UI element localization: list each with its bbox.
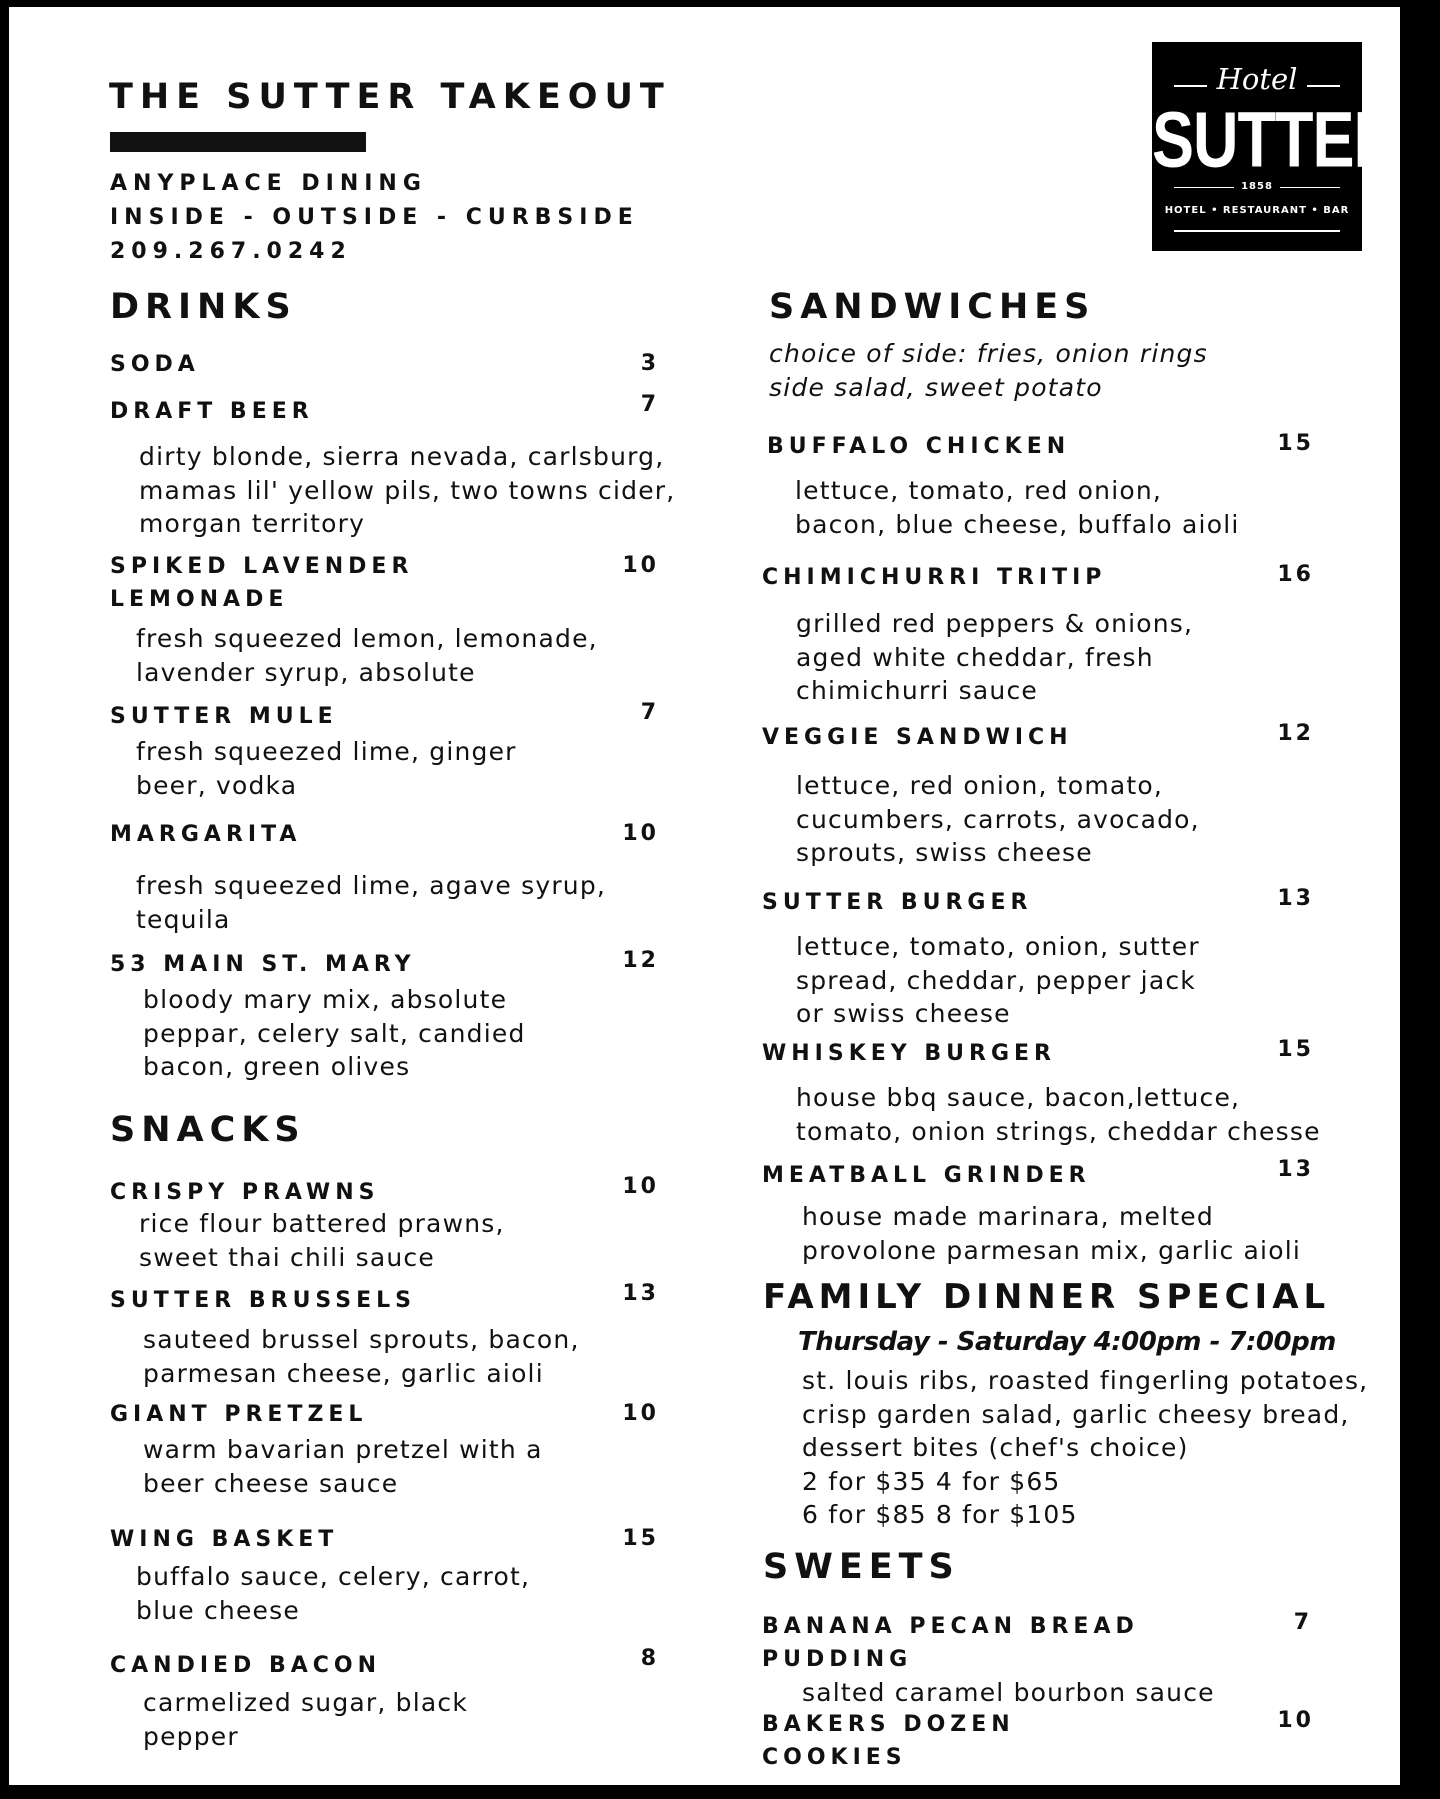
snack-item-desc: rice flour battered prawns, sweet thai chili sauce (139, 1209, 505, 1272)
snack-item-desc: warm bavarian pretzel with a beer cheese sauce (143, 1435, 543, 1498)
snack-item-price: 15 (622, 1526, 659, 1551)
sandwiches-note: choice of side: fries, onion rings side salad, sweet potato (769, 339, 1208, 402)
snack-item-price: 8 (640, 1646, 659, 1671)
sweet-item-name: BAKERS DOZEN COOKIES (762, 1712, 1015, 1770)
snack-item-desc: buffalo sauce, celery, carrot, blue cheese (136, 1562, 531, 1625)
sandwich-item-name: MEATBALL GRINDER (762, 1163, 1091, 1188)
sandwich-item-name: SUTTER BURGER (762, 890, 1033, 915)
drink-item-name: 53 MAIN ST. MARY (110, 952, 416, 977)
drink-item-name: SODA (110, 352, 200, 377)
drink-item-price: 12 (622, 948, 659, 973)
sandwich-item-name: VEGGIE SANDWICH (762, 725, 1073, 750)
sweet-item-name: BANANA PECAN BREAD PUDDING (762, 1614, 1139, 1672)
menu-sheet (9, 7, 1400, 1785)
snack-item-name: SUTTER BRUSSELS (110, 1288, 417, 1313)
snack-item-desc: carmelized sugar, black pepper (143, 1688, 469, 1751)
drink-item-desc: fresh squeezed lime, ginger beer, vodka (136, 737, 517, 800)
sandwich-item-desc: house bbq sauce, bacon,lettuce, tomato, onion strings, cheddar chesse (796, 1083, 1321, 1146)
header-line-phone: 209.267.0242 (110, 239, 352, 264)
snacks-heading: SNACKS (110, 1110, 306, 1150)
logo-tagline: HOTEL • RESTAURANT • BAR (1164, 205, 1350, 216)
drink-item-price: 10 (622, 821, 659, 846)
header-line-options: INSIDE - OUTSIDE - CURBSIDE (110, 205, 639, 230)
sweet-item-price: 10 (1277, 1708, 1314, 1733)
drinks-heading: DRINKS (110, 287, 297, 327)
sandwich-item-price: 12 (1277, 721, 1314, 746)
sandwiches-heading: SANDWICHES (769, 287, 1096, 327)
sandwich-item-price: 13 (1277, 886, 1314, 911)
logo-year: 1858 (1241, 181, 1273, 192)
snack-item-desc: sauteed brussel sprouts, bacon, parmesan cheese, garlic aioli (143, 1325, 580, 1388)
sandwich-item-name: CHIMICHURRI TRITIP (762, 565, 1107, 590)
drink-item-price: 10 (622, 553, 659, 578)
snack-item-name: GIANT PRETZEL (110, 1402, 368, 1427)
menu-title: THE SUTTER TAKEOUT (109, 77, 671, 117)
drink-item-desc: dirty blonde, sierra nevada, carlsburg, mamas lil' yellow pils, two towns cider, morgan territory (139, 442, 676, 538)
hotel-sutter-logo (1152, 42, 1398, 251)
drink-item-price: 7 (640, 392, 659, 417)
family-special-heading: FAMILY DINNER SPECIAL (763, 1277, 1331, 1317)
snack-item-name: CRISPY PRAWNS (110, 1180, 380, 1205)
sandwich-item-desc: grilled red peppers & onions, aged white cheddar, fresh chimichurri sauce (796, 609, 1194, 705)
sandwich-item-desc: lettuce, tomato, onion, sutter spread, cheddar, pepper jack or swiss cheese (796, 932, 1200, 1028)
drink-item-price: 3 (640, 351, 659, 376)
sandwich-item-desc: lettuce, tomato, red onion, bacon, blue cheese, buffalo aioli (795, 476, 1240, 539)
sandwich-item-name: BUFFALO CHICKEN (767, 434, 1071, 459)
sweet-item-desc: salted caramel bourbon sauce (802, 1678, 1215, 1707)
snack-item-name: WING BASKET (110, 1527, 339, 1552)
drink-item-name: SUTTER MULE (110, 704, 338, 729)
sweets-heading: SWEETS (763, 1547, 960, 1587)
drink-item-name: SPIKED LAVENDER LEMONADE (110, 554, 414, 612)
sandwich-item-price: 15 (1277, 431, 1314, 456)
sandwich-item-price: 16 (1277, 562, 1314, 587)
header-line-dining: ANYPLACE DINING (110, 171, 427, 196)
snack-item-price: 13 (622, 1281, 659, 1306)
sweet-item-price: 7 (1293, 1610, 1312, 1635)
drink-item-name: MARGARITA (110, 822, 302, 847)
sandwich-item-desc: house made marinara, melted provolone parmesan mix, garlic aioli (802, 1202, 1301, 1265)
family-special-desc: st. louis ribs, roasted fingerling potatoes, crisp garden salad, garlic cheesy bread, dessert bites (chef's choice) 2 for $35 4 for $65 6 for $85 8 for $105 (802, 1366, 1369, 1529)
snack-item-name: CANDIED BACON (110, 1653, 382, 1678)
drink-item-desc: fresh squeezed lime, agave syrup, tequila (136, 871, 607, 934)
sandwich-item-name: WHISKEY BURGER (762, 1041, 1056, 1066)
drink-item-desc: fresh squeezed lemon, lemonade, lavender syrup, absolute (136, 624, 598, 687)
logo-name: SUTTER (1152, 96, 1398, 184)
family-special-hours: Thursday - Saturday 4:00pm - 7:00pm (798, 1327, 1336, 1357)
snack-item-price: 10 (622, 1174, 659, 1199)
snack-item-price: 10 (622, 1401, 659, 1426)
drink-item-price: 7 (640, 700, 659, 725)
title-underline-bar (110, 132, 366, 152)
logo-script: Hotel (1216, 62, 1298, 96)
drink-item-name: DRAFT BEER (110, 399, 314, 424)
drink-item-desc: bloody mary mix, absolute peppar, celery salt, candied bacon, green olives (143, 985, 526, 1081)
sandwich-item-desc: lettuce, red onion, tomato, cucumbers, carrots, avocado, sprouts, swiss cheese (796, 771, 1200, 867)
sandwich-item-price: 13 (1277, 1157, 1314, 1182)
sandwich-item-price: 15 (1277, 1037, 1314, 1062)
